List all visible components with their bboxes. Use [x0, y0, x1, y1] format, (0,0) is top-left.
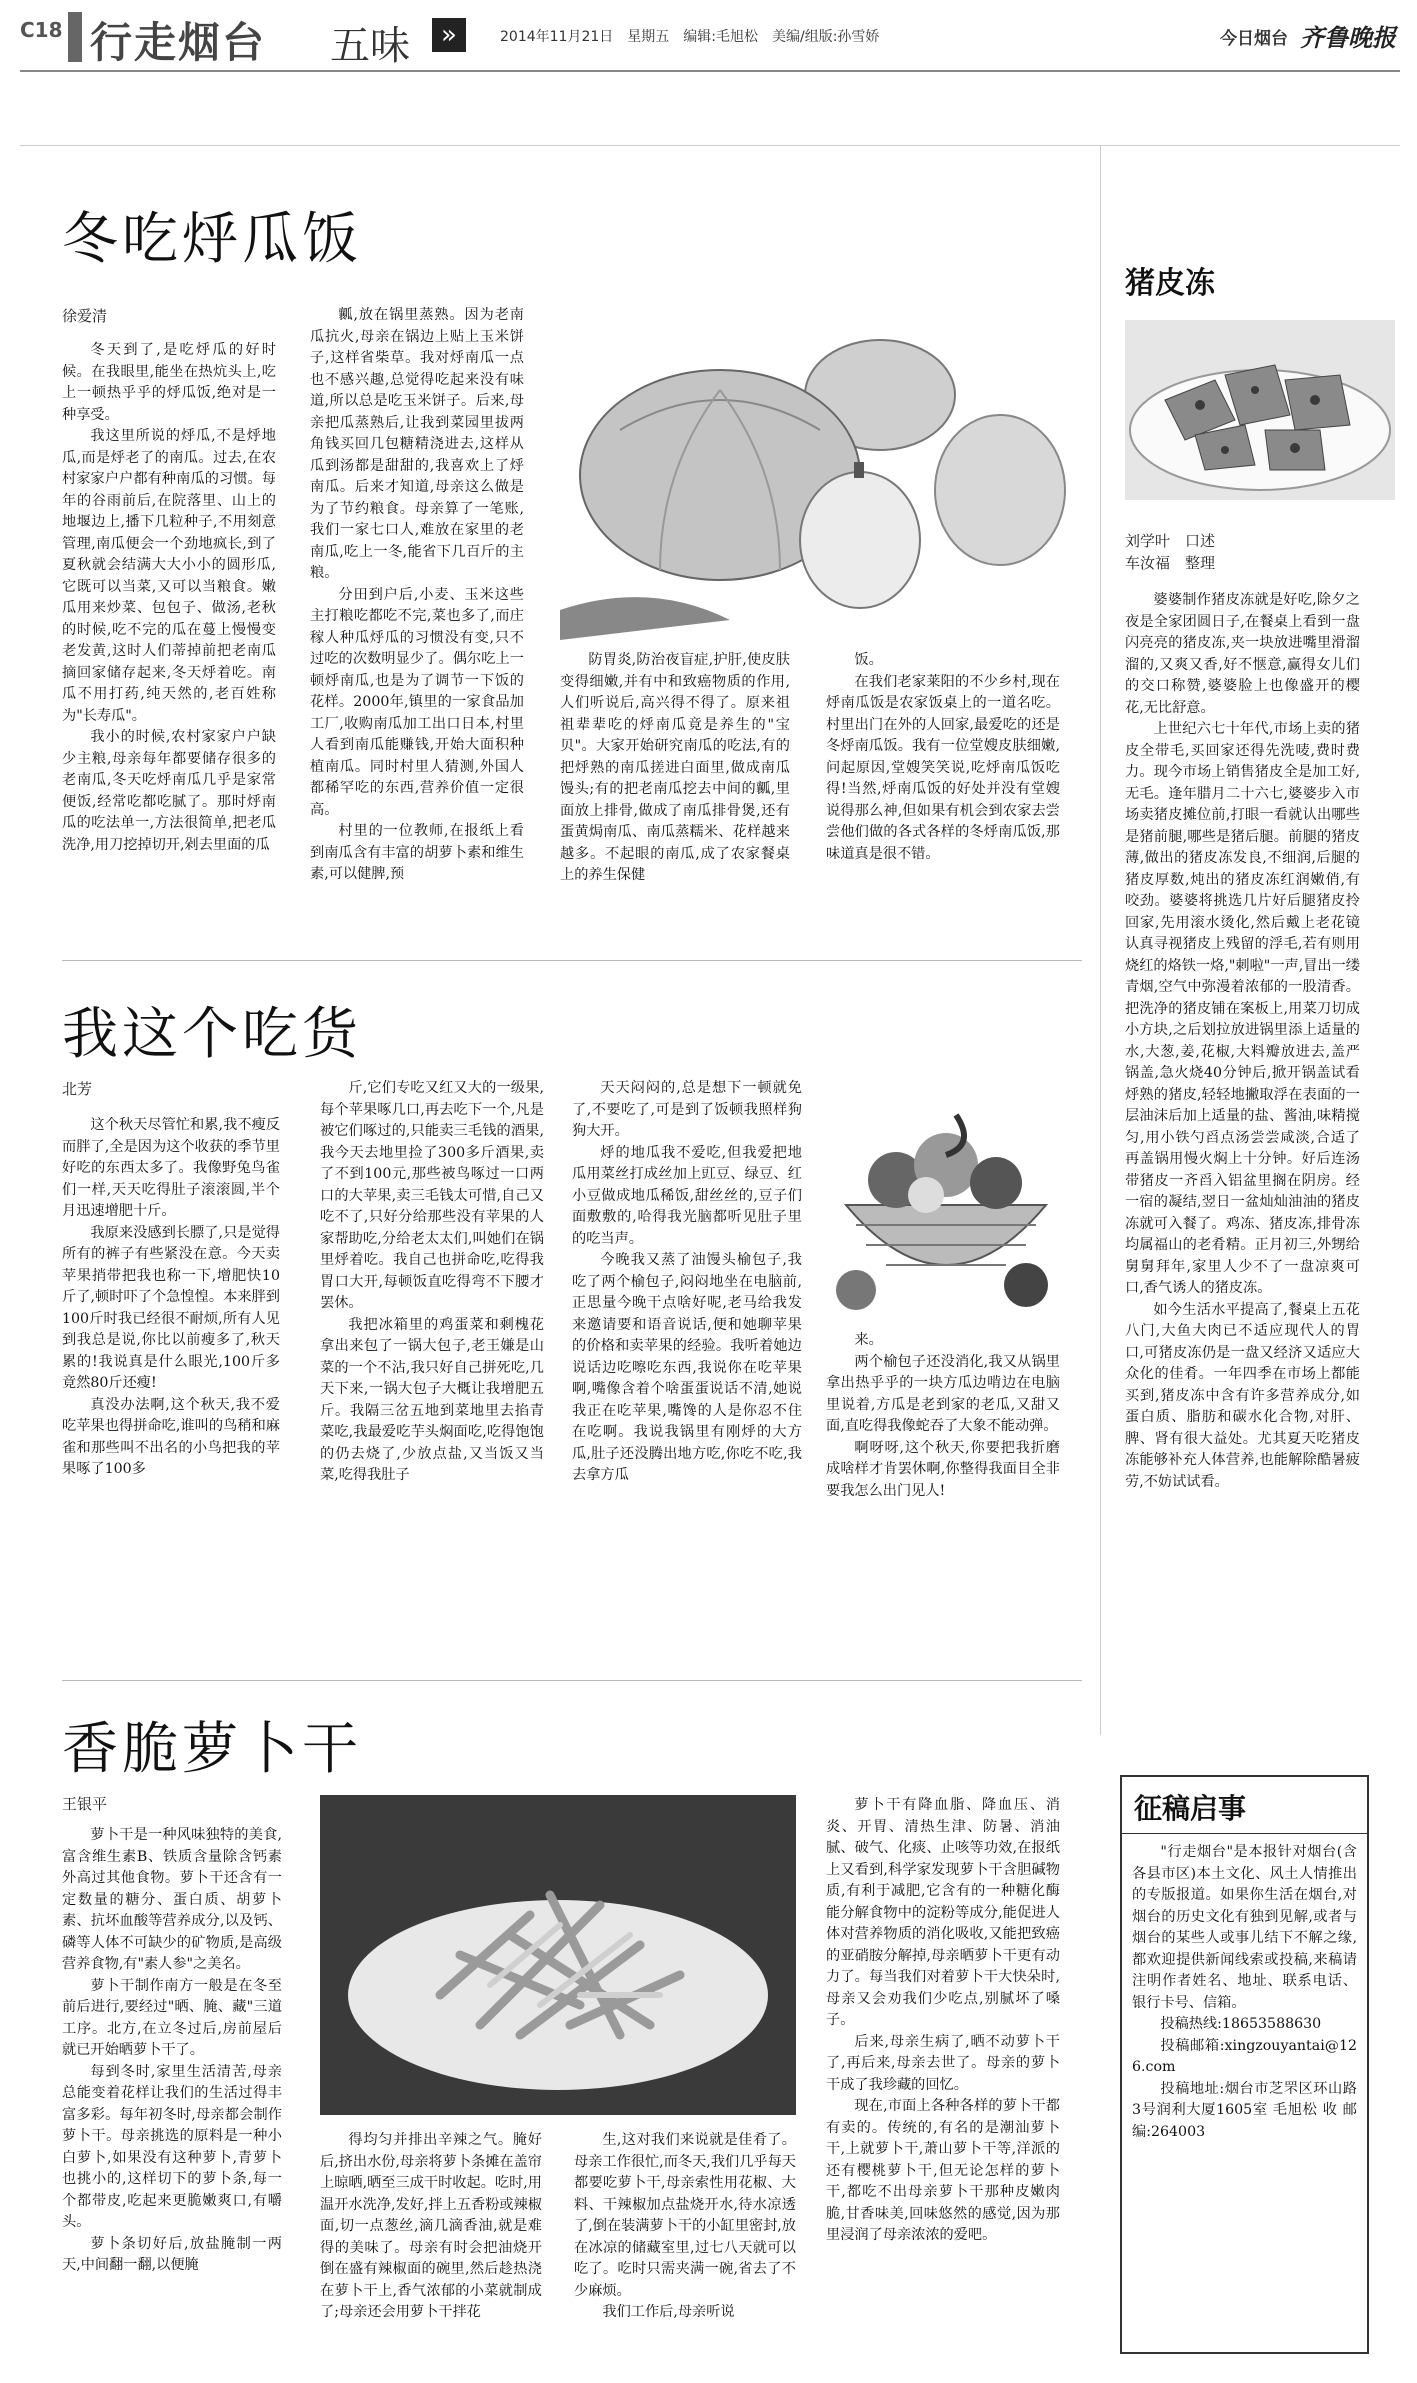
section-title: 行走烟台 — [90, 18, 267, 67]
article-paragraph: 村里的一位教师,在报纸上看到南瓜含有丰富的胡萝卜素和维生素,可以健脾,预 — [310, 823, 524, 882]
newspaper-logo: 齐鲁晚报 — [1300, 23, 1396, 52]
article-paragraph: 后来,母亲生病了,晒不动萝卜干了,再后来,母亲去世了。母亲的萝卜干成了我珍藏的回忆。 — [826, 2033, 1060, 2093]
section-rule-1 — [62, 960, 1082, 961]
article-paragraph: 瓤,放在锅里蒸熟。因为老南瓜抗火,母亲在锅边上贴上玉米饼子,这样省柴草。我对烀南瓜一点也不感兴趣,总觉得吃起来没有味道,所以总是吃玉米饼子。后来,母亲把瓜蒸熟后,让我到菜园里拔两角钱买回几包糖精浇进去,这样从瓜到汤都是甜甜的,我喜欢上了烀南瓜。后来才知道,母亲这么做是为了节约粮食。母亲算了一笔账,我们一家七口人,难放在家里的老南瓜,吃上一冬,能省下几百斤的主粮。 — [310, 307, 524, 581]
sidebar-divider — [1100, 145, 1101, 1735]
article-paragraph: 萝卜条切好后,放盐腌制一两天,中间翻一翻,以便腌 — [62, 2235, 282, 2273]
sidebar-body — [1125, 590, 1360, 1710]
page-number: C18 — [20, 18, 63, 42]
section-subtitle: 五味 — [330, 23, 410, 69]
article-3-col-1 — [62, 1825, 282, 2370]
article-2-col-4 — [826, 1330, 1060, 1640]
article-paragraph: 我小的时候,农村家家户户缺少主粮,母亲每年都要储存很多的老南瓜,冬天吃烀南瓜几乎是家常便饭,经常吃都吃腻了。那时烀南瓜的吃法单一,方法很简单,把老瓜洗净,用刀挖掉切开,剁去里面的瓜 — [62, 729, 276, 853]
article-paragraph: 啊呀呀,这个秋天,你要把我折磨成啥样才肯罢休啊,你整得我面目全非要我怎么出门见人! — [826, 1439, 1060, 1499]
article-paragraph: 今晚我又蒸了油馒头榆包子,我吃了两个榆包子,闷闷地坐在电脑前,正思量今晚干点啥好呢,老马给我发来邀请要和语音说话,便和她聊苹果的价格和卖苹果的经验。我听着她边说话边吃嚓吃东西,我说你在吃苹果啊,嘴像含着个啥蛋蛋说话不清,她说我正在吃苹果,嘴馋的人是你忍不住在吃啊。我说我锅里有刚烀的大方瓜,肚子还没腾出地方吃,你吃不吃,我去拿方瓜 — [572, 1252, 802, 1483]
section-rule-2 — [62, 1680, 1082, 1681]
article-paragraph: 我把冰箱里的鸡蛋菜和剩槐花拿出来包了一锅大包子,老王嫌是山菜的一个不沾,我只好自己拼死吃,几天下来,一锅大包子大概让我增肥五斤。我隔三岔五地到菜地里去掐青菜吃,我最爱吃芋头焖面吃,吃得饱饱的仍去烧了,少放点盐,又当饭又当菜,吃得我肚子 — [320, 1316, 544, 1483]
article-2-headline: 我这个吃货 — [62, 1002, 362, 1067]
article-paragraph: 真没办法啊,这个秋天,我不爱吃苹果也得拼命吃,谁叫的鸟稍和麻雀和那些叫不出名的小鸟把我的苹果啄了100多 — [62, 1396, 280, 1477]
article-paragraph: 分田到户后,小麦、玉米这些主打粮吃都吃不完,菜也多了,而庄稼人种瓜烀瓜的习惯没有变,只不过吃的次数明显少了。偶尔吃上一顿烀南瓜,也是为了调节一下饭的花样。2000年,镇里的一家食品加工厂,收购南瓜加工出口日本,村里人看到南瓜能赚钱,开始大面积种植南瓜。同时村里人猜测,外国人都稀罕吃的东西,营养价值一定很高。 — [310, 586, 524, 818]
article-paragraph: 萝卜干是一种风味独特的美食,富含维生素B、铁质含量除含钙素外高过其他食物。萝卜干还含有一定数量的糖分、蛋白质、胡萝卜素、抗坏血酸等营养成分,以及钙、磷等人体不可缺少的矿物质,是高级营养食物,有"素人参"之美名。 — [62, 1827, 282, 1972]
article-paragraph: 两个榆包子还没消化,我又从锅里拿出热乎乎的一块方瓜边啃边在电脑里说着,方瓜是老到家的老瓜,又甜又面,直吃得我像蛇吞了大象不能动弹。 — [826, 1353, 1060, 1434]
article-paragraph: 得均匀并排出辛辣之气。腌好后,挤出水份,母亲将萝卜条摊在盖帘上晾晒,晒至三成干时收起。吃时,用温开水洗净,发好,拌上五香粉或辣椒面,切一点葱丝,滴几滴香油,就是难得的美味了。母亲有时会把油烧开倒在盛有辣椒面的碗里,然后趁热浇在萝卜干上,香气浓郁的小菜就制成了;母亲还会用萝卜干拌花 — [320, 2132, 542, 2320]
article-1-byline: 徐爱清 — [62, 307, 108, 325]
article-3-col-4 — [826, 1795, 1060, 2370]
article-paragraph: 防胃炎,防治夜盲症,护肝,使皮肤变得细嫩,并有中和致癌物质的作用,人们听说后,高兴得不得了。原来祖祖辈辈吃的烀南瓜竟是养生的"宝贝"。大家开始研究南瓜的吃法,有的把烀熟的南瓜搓进白面里,做成南瓜馒头;有的把老南瓜挖去中间的瓤,里面放上排骨,做成了南瓜排骨煲,还有蛋黄焗南瓜、南瓜蒸糯米、花样越来越多。不起眼的南瓜,成了农家餐桌上的养生保健 — [560, 652, 790, 883]
sidebar-paragraph: 婆婆制作猪皮冻就是好吃,除夕之夜是全家团圆日子,在餐桌上看到一盘闪亮亮的猪皮冻,夹一块放进嘴里滑溜溜的,又爽又香,好不惬意,赢得女儿们的交口称赞,婆婆脸上也像盛开的樱花,无比舒意。 — [1125, 592, 1360, 716]
vegetables-photo — [826, 1085, 1066, 1320]
article-paragraph: 烀的地瓜我不爱吃,但我爱把地瓜用菜丝打成丝加上豇豆、绿豆、红小豆做成地瓜稀饭,甜丝丝的,豆子们面敷敷的,哈得我光脑都听见肚子里的吃当声。 — [572, 1144, 802, 1247]
article-2-byline: 北芳 — [62, 1080, 93, 1098]
article-paragraph: 萝卜干有降血脂、降血压、消炎、开胃、清热生津、防暑、消油腻、破气、化痰、止咳等功效,在报纸上又看到,科学家发现萝卜干含胆碱物质,有利于减肥,它含有的一种糖化酶能分解食物中的淀粉等成分,能促进人体对营养物质的消化吸收,又能把致癌的亚硝胺分解掉,母亲晒萝卜干更有动力了。每当我们对着萝卜干大快朵时,母亲又会劝我们少吃点,别腻坏了嗓子。 — [826, 1797, 1060, 2028]
notice-text: "行走烟台"是本报针对烟台(含各县市区)本土文化、风土人情推出的专版报道。如果你生活在烟台,对烟台的历史文化有独到见解,或者与烟台的某些人或事儿结下不解之缘,都欢迎提供新闻线索或投稿,来稿请注明作者姓名、地址、联系电话、银行卡号、信箱。 — [1132, 1844, 1357, 2011]
article-2-col-2 — [320, 1078, 544, 1640]
article-3-col-3 — [574, 2130, 796, 2370]
header-bar — [68, 12, 82, 62]
article-paragraph: 生,这对我们来说就是佳肴了。母亲工作很忙,而冬天,我们几乎每天都要吃萝卜干,母亲索性用花椒、大料、干辣椒加点盐烧开水,待水凉透了,倒在装满萝卜干的小缸里密封,放在冰凉的储藏室里,过七八天就可以吃了。吃时只需夹满一碗,省去了不少麻烦。 — [574, 2132, 796, 2299]
article-paragraph: 萝卜干制作南方一般是在冬至前后进行,要经过"晒、腌、藏"三道工序。北方,在立冬过后,房前屋后就已开始晒萝卜干了。 — [62, 1977, 282, 2058]
sidebar-credit-1: 刘学叶 口述 — [1125, 532, 1216, 550]
sidebar-paragraph: 上世纪六七十年代,市场上卖的猪皮全带毛,买回家还得先洗唛,费时费力。现今市场上销售猪皮全是加工好,无毛。逢年腊月二十六七,婆婆步入市场卖猪皮摊位前,打眼一看就认出哪些是猪前腿,哪些是猪后腿。前腿的猪皮薄,做出的猪皮冻发良,不细润,后腿的猪皮厚数,炖出的猪皮冻红润嫩俏,有咬劲。婆婆将挑选几片好后腿猪皮拎回家,先用滚水烫化,然后戴上老花镜认真寻视猪皮上残留的浮毛,若有则用烧红的烙铁一烙,"刺啦"一声,冒出一缕青烟,空气中弥漫着浓郁的一股清香。把洗净的猪皮铺在案板上,用菜刀切成小方块,之后划拉放进锅里添上适量的水,大葱,姜,花椒,大料瓣放进去,盖严锅盖,急火烧40分钟后,掀开锅盖试看烀熟的猪皮,轻轻地撇取浮在表面的一层油沫后加上适量的盐、酱油,味精搅匀,用小铁勺舀点汤尝尝咸淡,合适了再盖锅用慢火焖上十分钟。好后连汤带猪皮一齐舀入铝盆里搁在阴房。经一宿的凝结,翌日一盆灿灿油油的猪皮冻就可入餐了。鸡冻、猪皮冻,排骨冻均属福山的老肴精。正月初三,外甥给舅舅拜年,家里人少不了一盘凉爽可口,香气诱人的猪皮冻。 — [1125, 721, 1360, 1296]
article-paragraph: 现在,市面上各种各样的萝卜干都有卖的。传统的,有名的是潮汕萝卜干,上就萝卜干,萧山萝卜干等,洋派的还有樱桃萝卜干,但无论怎样的萝卜干,都吃不出母亲萝卜干那种皮嫩肉脆,甘香味美,回味悠然的感觉,因为那里浸润了母亲浓浓的爱吧。 — [826, 2098, 1060, 2243]
article-paragraph: 在我们老家莱阳的不少乡村,现在烀南瓜饭是农家饭桌上的一道名吃。村里出门在外的人回家,最爱吃的还是冬烀南瓜饭。我有一位堂嫂皮肤细嫩,问起原因,堂嫂笑笑说,吃烀南瓜饭吃得!当然,烀南瓜饭的好处并没有堂嫂说得那么神,但如果有机会到农家去尝尝他们做的各式各样的冬烀南瓜饭,那味道真是很不错。 — [826, 673, 1060, 862]
article-paragraph: 斤,它们专吃又红又大的一级果,每个苹果啄几口,再去吃下一个,凡是被它们啄过的,只能卖三毛钱的酒果,我今天去地里捡了300多斤酒果,卖了不到100元,那些被鸟啄过一口两口的大苹果,卖三毛钱太可惜,自己又吃不了,只好分给那些没有苹果的人家帮助吃,分给老太太们,叫她们在锅里烀着吃。我自己也拼命吃,吃得我胃口大开,每顿饭直吃得弯不下腰才罢休。 — [320, 1080, 544, 1311]
article-paragraph: 冬天到了,是吃烀瓜的好时候。在我眼里,能坐在热炕头上,吃上一顿热乎乎的烀瓜饭,绝对是一种享受。 — [62, 342, 276, 423]
radish-photo — [320, 1795, 796, 2115]
article-2-col-3 — [572, 1078, 802, 1640]
article-1-col-4 — [826, 650, 1060, 910]
article-paragraph: 我们工作后,母亲听说 — [602, 2304, 735, 2320]
notice-address: 投稿地址:烟台市芝罘区环山路3号润利大厦1605室 毛旭松 收 邮编:264003 — [1132, 2080, 1357, 2140]
column-name: 今日烟台 — [1220, 29, 1288, 49]
article-3-byline: 王银平 — [62, 1795, 108, 1813]
article-3-col-2 — [320, 2130, 542, 2370]
article-1-headline: 冬吃烀瓜饭 — [62, 207, 362, 272]
arrow-icon: » — [432, 18, 466, 52]
notice-email: 投稿邮箱:xingzouyantai@126.com — [1132, 2037, 1357, 2075]
sidebar-credit-2: 车汝福 整理 — [1125, 554, 1216, 572]
article-paragraph: 每到冬时,家里生活清苦,母亲总能变着花样让我们的生活过得丰富多彩。每年初冬时,母亲都会制作萝卜干。母亲挑选的原料是一种小白萝卜,如果没有这种萝卜,青萝卜也挑小的,这样切下的萝卜条,每一个都带皮,吃起来更脆嫩爽口,有嚼头。 — [62, 2063, 282, 2230]
article-paragraph: 来。 — [854, 1332, 883, 1348]
article-1-col-1 — [62, 340, 276, 910]
sidebar-title: 猪皮冻 — [1125, 266, 1215, 301]
pumpkin-photo — [560, 310, 1070, 640]
article-paragraph: 饭。 — [854, 652, 883, 668]
notice-hotline: 投稿热线:18653588630 — [1160, 2016, 1322, 2032]
article-1-col-3 — [560, 650, 790, 910]
notice-body — [1122, 1834, 1367, 2143]
call-for-papers-box — [1120, 1775, 1369, 2354]
header-rule-2 — [20, 145, 1400, 146]
article-paragraph: 天天闷闷的,总是想下一顿就免了,不要吃了,可是到了饭顿我照样狗狗大开。 — [572, 1080, 802, 1139]
article-paragraph: 我这里所说的烀瓜,不是烀地瓜,而是烀老了的南瓜。过去,在农村家家户户都有种南瓜的习惯。每年的谷雨前后,在院落里、山上的地堰边上,播下几粒种子,不用刻意管理,南瓜便会一个劲地疯长,到了夏秋就会结满大大小小的圆形瓜,它既可以当菜,又可以当粮食。嫩瓜用来炒菜、包包子、做汤,老秋的时候,吃不完的瓜在蔓上慢慢变老发黄,这时人们蒂掉前把老南瓜摘回家储存起来,冬天烀着吃。南瓜不用打药,纯天然的,老百姓称为"长寿瓜"。 — [62, 428, 276, 724]
article-paragraph: 这个秋天尽管忙和累,我不瘦反而胖了,全是因为这个收获的季节里好吃的东西太多了。我像野兔鸟雀们一样,天天吃得肚子滚滚圆,半个月迅速增肥十斤。 — [62, 1117, 280, 1219]
article-3-headline: 香脆萝卜干 — [62, 1717, 362, 1782]
notice-title: 征稿启事 — [1122, 1777, 1367, 1834]
sidebar-paragraph: 如今生活水平提高了,餐桌上五花八门,大鱼大肉已不适应现代人的胃口,可猪皮冻仍是一盘又经济又适应大众化的佳肴。一年四季在市场上都能买到,猪皮冻中含有许多营养成分,如蛋白质、脂肪和碳水化合物,对肝、脾、肾有很大益处。尤其夏天吃猪皮冻能够补充人体营养,也能解除酷暑疲劳,不妨试试看。 — [1125, 1301, 1360, 1490]
article-1-col-2 — [310, 305, 524, 910]
article-paragraph: 我原来没感到长膘了,只是觉得所有的裤子有些紧没在意。今天卖苹果捎带把我也称一下,增肥快10斤了,顿时吓了个急惶惶。本来胖到100斤时我已经很不耐烦,所有人见到我总是说,你比以前瘦多了,秋天累的!我说真是什么眼光,100斤多竟然80斤还瘦! — [62, 1224, 280, 1391]
header-rule — [20, 70, 1400, 72]
issue-meta: 2014年11月21日 星期五 编辑:毛旭松 美编/组版:孙雪娇 — [500, 29, 880, 45]
pork-jelly-photo — [1125, 320, 1395, 500]
article-2-col-1 — [62, 1115, 280, 1640]
